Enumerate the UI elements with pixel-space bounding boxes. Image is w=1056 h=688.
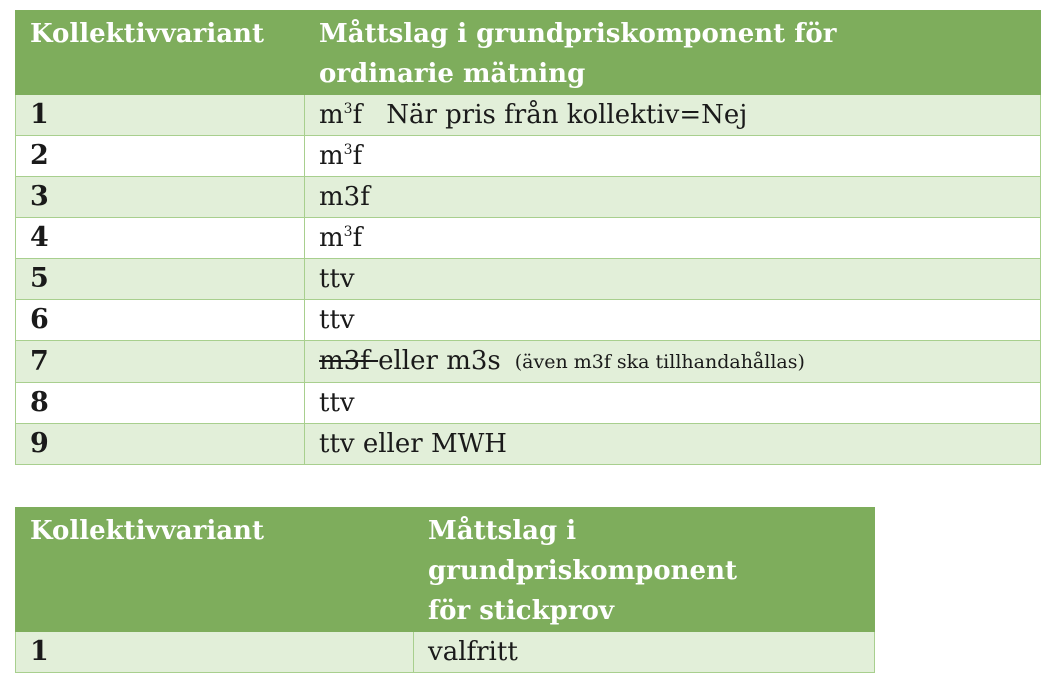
header-kollektivvariant: Kollektivvariant <box>16 11 305 95</box>
table-row <box>16 259 1041 300</box>
unit-cell: ttv <box>305 300 1041 341</box>
unit-suffix: f <box>352 223 363 253</box>
unit-note: (även m3f ska tillhandahållas) <box>514 351 805 373</box>
variant-cell: 6 <box>16 300 305 341</box>
unit-text: m <box>319 223 344 253</box>
table-row <box>16 632 875 673</box>
table-row <box>16 177 1041 218</box>
unit-cell: m3f <box>305 177 1041 218</box>
table-row <box>16 95 1041 136</box>
header-line: för stickprov <box>428 596 614 626</box>
table-row <box>16 383 1041 424</box>
table-row <box>16 424 1041 465</box>
header-kollektivvariant: Kollektivvariant <box>16 508 414 632</box>
unit-suffix: f <box>352 141 363 171</box>
variant-cell: 2 <box>16 136 305 177</box>
unit-superscript: 3 <box>343 224 353 240</box>
table-header-row <box>16 508 875 632</box>
unit-cell <box>305 95 1041 136</box>
unit-suffix: f <box>352 100 363 130</box>
variant-cell: 1 <box>16 95 305 136</box>
table-row <box>16 136 1041 177</box>
unit-superscript: 3 <box>343 101 353 117</box>
header-line: Måttslag i grundpriskomponent för <box>319 19 837 49</box>
unit-cell: ttv <box>305 383 1041 424</box>
table-row <box>16 218 1041 259</box>
unit-cell: ttv eller MWH <box>305 424 1041 465</box>
variant-cell: 5 <box>16 259 305 300</box>
measurement-table-ordinary <box>15 10 1041 465</box>
variant-cell: 9 <box>16 424 305 465</box>
variant-cell: 1 <box>16 632 414 673</box>
variant-cell: 4 <box>16 218 305 259</box>
variant-cell: 3 <box>16 177 305 218</box>
header-mattslag <box>305 11 1041 95</box>
header-mattslag <box>414 508 875 632</box>
header-line: ordinarie mätning <box>319 59 586 89</box>
struck-unit-text: m3f <box>319 346 379 376</box>
variant-cell: 8 <box>16 383 305 424</box>
unit-cell <box>305 136 1041 177</box>
unit-cell <box>305 341 1041 383</box>
unit-cell: ttv <box>305 259 1041 300</box>
unit-text: eller m3s <box>378 346 501 376</box>
table-row <box>16 341 1041 383</box>
unit-text: m <box>319 100 344 130</box>
table-header-row <box>16 11 1041 95</box>
unit-text: m <box>319 141 344 171</box>
variant-cell: 7 <box>16 341 305 383</box>
unit-superscript: 3 <box>343 142 353 158</box>
header-line: Måttslag i <box>428 516 577 546</box>
unit-extra-note: När pris från kollektiv=Nej <box>386 100 748 130</box>
measurement-table-sample <box>15 507 875 673</box>
header-line: grundpriskomponent <box>428 556 738 586</box>
table-row <box>16 300 1041 341</box>
unit-cell: valfritt <box>414 632 875 673</box>
unit-cell <box>305 218 1041 259</box>
